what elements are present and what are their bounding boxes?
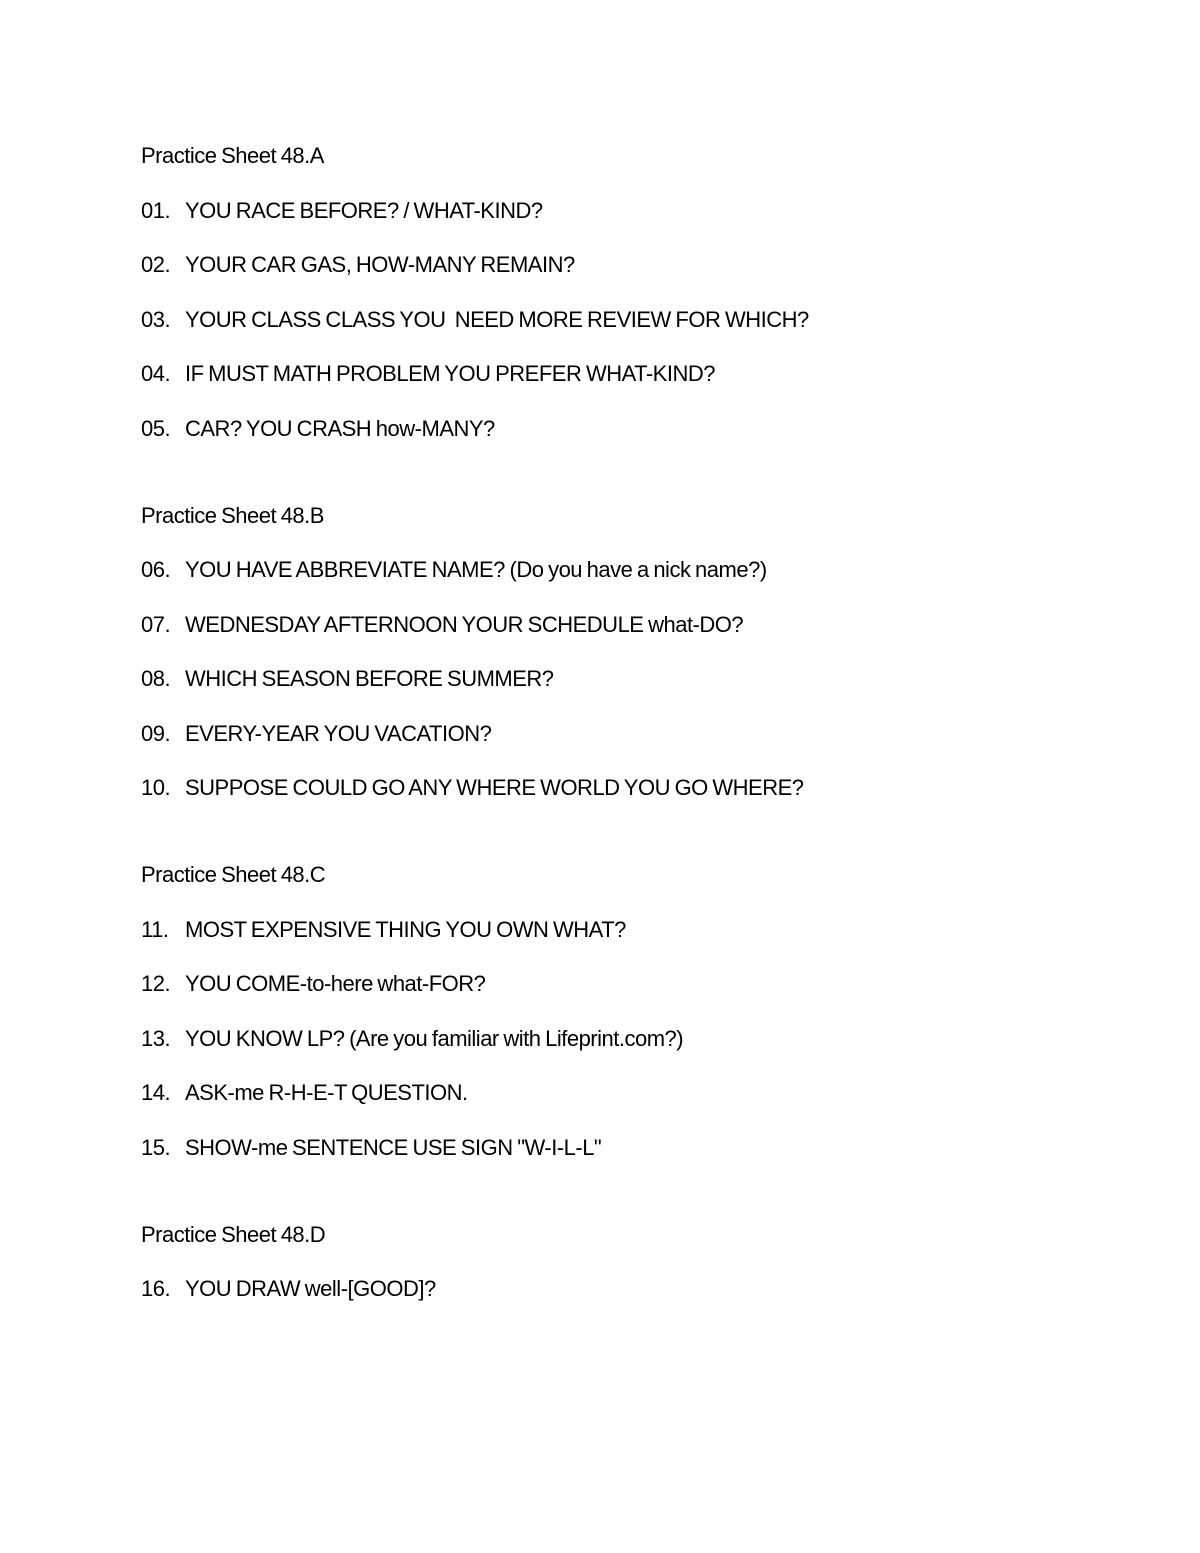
document-page — [141, 140, 1141, 1328]
section-heading: Practice Sheet 48.C — [141, 862, 326, 887]
item-text: SUPPOSE COULD GO ANY WHERE WORLD YOU GO WHERE? — [185, 775, 804, 800]
item-number: 10. — [141, 775, 171, 800]
practice-sheet-a — [141, 140, 1141, 445]
item-text: WEDNESDAY AFTERNOON YOUR SCHEDULE what-DO? — [185, 611, 744, 637]
item-text: SHOW-me SENTENCE USE SIGN "W-I-L-L" — [185, 1134, 602, 1160]
list-item — [141, 249, 1141, 281]
list-item — [141, 304, 1141, 336]
list-item — [141, 968, 1141, 1000]
item-number: 11. — [141, 916, 169, 942]
list-item — [141, 1132, 1141, 1164]
practice-sheet-d — [141, 1219, 1141, 1306]
item-text: CAR? YOU CRASH how-MANY? — [185, 415, 495, 441]
item-text: YOUR CLASS CLASS YOU NEED MORE REVIEW FOR WHICH? — [185, 306, 809, 332]
item-text: YOU KNOW LP? (Are you familiar with Lifeprint.com?) — [185, 1025, 684, 1051]
item-number: 09. — [141, 720, 171, 746]
item-number: 04. — [141, 361, 171, 386]
list-item — [141, 554, 1141, 586]
item-number: 16. — [141, 1276, 171, 1301]
list-item — [141, 772, 1141, 804]
list-item — [141, 609, 1141, 641]
practice-sheet-c — [141, 859, 1141, 1164]
section-heading: Practice Sheet 48.D — [141, 1221, 326, 1247]
list-item — [141, 358, 1141, 390]
list-item — [141, 1023, 1141, 1055]
item-number: 02. — [141, 252, 171, 277]
item-text: IF MUST MATH PROBLEM YOU PREFER WHAT-KIND? — [185, 361, 715, 386]
item-text: YOU COME-to-here what-FOR? — [185, 971, 486, 996]
list-item — [141, 1077, 1141, 1109]
item-number: 03. — [141, 306, 171, 332]
section-heading: Practice Sheet 48.B — [141, 502, 324, 528]
section-heading: Practice Sheet 48.A — [141, 143, 324, 168]
item-number: 01. — [141, 197, 171, 223]
item-number: 14. — [141, 1080, 171, 1105]
practice-sheet-b — [141, 500, 1141, 805]
item-text: EVERY-YEAR YOU VACATION? — [185, 720, 492, 746]
list-item — [141, 413, 1141, 445]
item-text: YOU DRAW well-[GOOD]? — [185, 1276, 436, 1301]
list-item — [141, 195, 1141, 227]
item-text: YOUR CAR GAS, HOW-MANY REMAIN? — [185, 252, 575, 277]
item-number: 12. — [141, 971, 171, 996]
item-number: 13. — [141, 1025, 171, 1051]
item-text: ASK-me R-H-E-T QUESTION. — [185, 1080, 468, 1105]
item-number: 15. — [141, 1134, 171, 1160]
list-item — [141, 1273, 1141, 1305]
item-number: 06. — [141, 557, 171, 582]
item-text: YOU HAVE ABBREVIATE NAME? (Do you have a nick name?) — [185, 557, 767, 582]
item-text: WHICH SEASON BEFORE SUMMER? — [185, 666, 554, 691]
item-number: 07. — [141, 611, 171, 637]
list-item — [141, 914, 1141, 946]
list-item — [141, 718, 1141, 750]
item-number: 08. — [141, 666, 171, 691]
item-text: YOU RACE BEFORE? / WHAT-KIND? — [185, 197, 543, 223]
list-item — [141, 663, 1141, 695]
item-text: MOST EXPENSIVE THING YOU OWN WHAT? — [185, 916, 626, 942]
item-number: 05. — [141, 415, 171, 441]
